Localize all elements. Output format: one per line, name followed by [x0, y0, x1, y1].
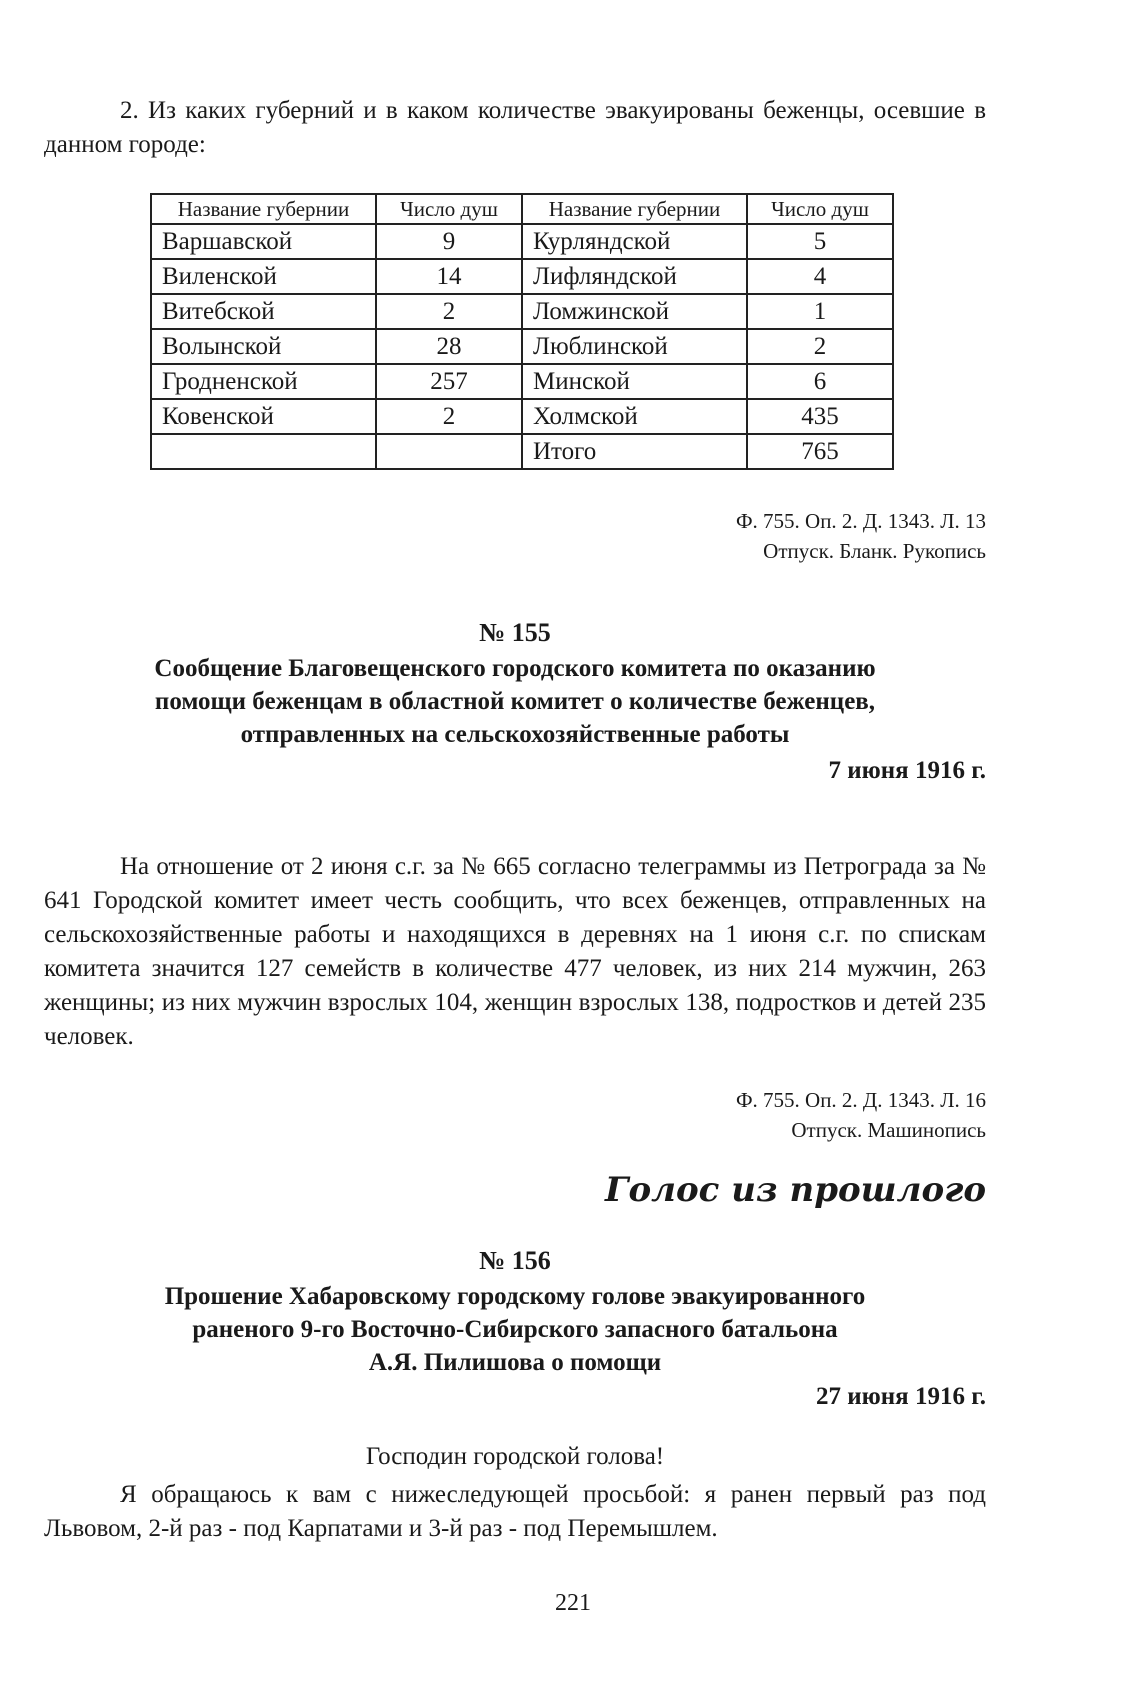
column-header: Число душ — [747, 194, 893, 224]
title-line: Сообщение Благовещенского городского комитета по оказанию — [154, 655, 876, 682]
table-total-row — [151, 434, 893, 469]
table-row — [151, 399, 893, 434]
souls-count: 5 — [747, 224, 893, 259]
document-date-156: 27 июня 1916 г. — [816, 1383, 986, 1410]
page-number: 221 — [555, 1590, 591, 1616]
document-number-156: № 156 — [479, 1246, 551, 1275]
title-line: Прошение Хабаровскому городскому голове эвакуированного — [164, 1283, 866, 1310]
archive-reference: Ф. 755. Оп. 2. Д. 1343. Л. 16 — [735, 1088, 986, 1112]
table-row — [151, 224, 893, 259]
souls-count: 2 — [747, 329, 893, 364]
province-name: Люблинской — [522, 329, 747, 364]
document-body-156: Я обращаюсь к вам с нижеследующей просьбой: я ранен первый раз под Львовом, 2-й раз - под Карпатами и 3-й раз - под Перемышлем. — [44, 1481, 986, 1542]
table-row — [151, 259, 893, 294]
document-date-155: 7 июня 1916 г. — [828, 757, 986, 784]
title-line: А.Я. Пилишова о помощи — [368, 1349, 662, 1376]
total-label: Итого — [522, 434, 747, 469]
archive-reference: Ф. 755. Оп. 2. Д. 1343. Л. 13 — [735, 509, 986, 533]
province-name: Курляндской — [522, 224, 747, 259]
column-header: Число душ — [376, 194, 522, 224]
column-header: Название губернии — [151, 194, 376, 224]
souls-count: 2 — [376, 399, 522, 434]
province-name: Варшавской — [151, 224, 376, 259]
table-header-row — [151, 194, 893, 224]
title-line: раненого 9-го Восточно-Сибирского запасного батальона — [192, 1316, 838, 1343]
province-name: Ломжинской — [522, 294, 747, 329]
province-name: Витебской — [151, 294, 376, 329]
document-number-155: № 155 — [479, 618, 551, 647]
province-name: Лифляндской — [522, 259, 747, 294]
province-name: Ковенской — [151, 399, 376, 434]
souls-count: 6 — [747, 364, 893, 399]
province-name: Виленской — [151, 259, 376, 294]
letter-greeting: Господин городской голова! — [365, 1443, 665, 1470]
title-line: отправленных на сельскохозяйственные работы — [240, 721, 790, 748]
province-name: Холмской — [522, 399, 747, 434]
intro-paragraph: 2. Из каких губерний и в каком количестве эвакуированы беженцы, осевшие в данном городе: — [44, 97, 986, 158]
souls-count: 257 — [376, 364, 522, 399]
province-name: Минской — [522, 364, 747, 399]
province-name: Волынской — [151, 329, 376, 364]
archive-source-2 — [736, 1085, 986, 1145]
title-line: помощи беженцам в областной комитет о количестве беженцев, — [154, 688, 876, 715]
document-title-155 — [44, 652, 986, 751]
province-name: Гродненской — [151, 364, 376, 399]
refugee-provinces-table — [150, 193, 894, 470]
archive-format: Отпуск. Машинопись — [791, 1118, 986, 1142]
souls-count: 435 — [747, 399, 893, 434]
section-title: Голос из прошлого — [604, 1170, 986, 1210]
souls-count: 1 — [747, 294, 893, 329]
souls-count: 14 — [376, 259, 522, 294]
table-row — [151, 364, 893, 399]
archive-source-1 — [736, 506, 986, 566]
archive-format: Отпуск. Бланк. Рукопись — [763, 539, 986, 563]
souls-count: 28 — [376, 329, 522, 364]
empty-cell — [151, 434, 376, 469]
souls-count: 4 — [747, 259, 893, 294]
souls-count: 2 — [376, 294, 522, 329]
document-body-155: На отношение от 2 июня с.г. за № 665 согласно телеграммы из Петрограда за № 641 Городской комитет имеет честь сообщить, что всех беженцев, отправленных на сельскохозяйственные работы и находящихся в деревнях на 1 июня с.г. по спискам комитета значится 127 семейств в количестве 477 человек, из них 214 мужчин, 263 женщины; из них мужчин взрослых 104, женщин взрослых 138, подростков и детей 235 человек. — [44, 853, 986, 1050]
empty-cell — [376, 434, 522, 469]
table-row — [151, 329, 893, 364]
souls-count: 9 — [376, 224, 522, 259]
table-row — [151, 294, 893, 329]
total-value: 765 — [747, 434, 893, 469]
document-title-156 — [44, 1280, 986, 1379]
column-header: Название губернии — [522, 194, 747, 224]
